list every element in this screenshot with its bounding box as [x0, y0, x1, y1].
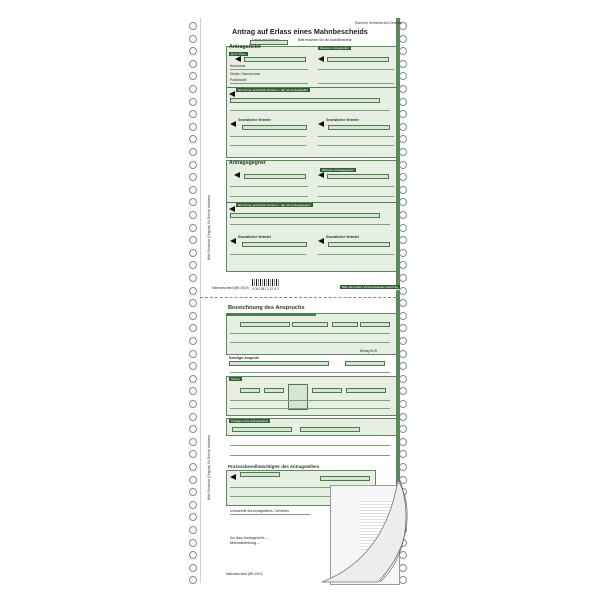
arrow-icon	[230, 238, 236, 244]
field-line	[318, 254, 394, 255]
feed-hole	[399, 400, 407, 408]
feed-hole	[189, 539, 197, 547]
vertreter-field[interactable]	[242, 125, 307, 130]
field-line	[230, 408, 390, 409]
antragsteller-plz-label: Postleitzahl	[230, 78, 247, 82]
field-line	[230, 455, 390, 456]
antragsgegner-title: Antragsgegner	[229, 160, 266, 166]
feed-hole	[189, 60, 197, 68]
vertreter-title: Gesetzlicher Vertreter	[238, 118, 271, 122]
zinsen-field-4[interactable]	[312, 388, 342, 393]
feed-hole	[399, 274, 407, 282]
feed-hole	[399, 337, 407, 345]
feed-hole	[399, 35, 407, 43]
feed-hole	[399, 186, 407, 194]
feed-hole	[399, 161, 407, 169]
feed-hole	[399, 324, 407, 332]
field-line	[230, 342, 390, 343]
anspruch-field-1[interactable]	[240, 322, 290, 327]
side-text-upper: Bitte Rückseite (Original) für Gericht bestimmt	[207, 195, 211, 260]
firma-field[interactable]	[230, 98, 380, 103]
feed-hole	[189, 186, 197, 194]
sonstiger-field[interactable]	[229, 361, 329, 366]
vertreter2-field[interactable]	[328, 125, 390, 130]
feed-hole	[399, 312, 407, 320]
gegner-vertreter2-title: Gesetzlicher Vertreter	[326, 235, 359, 239]
field-line	[230, 186, 308, 187]
feed-hole	[399, 387, 407, 395]
unterschrift-label: Unterschrift des Antragstellers / Vertreters	[230, 509, 289, 513]
anspruch-field-2[interactable]	[292, 322, 328, 327]
feed-hole	[189, 198, 197, 206]
feed-hole	[399, 249, 407, 257]
field-line	[318, 136, 394, 137]
field-line	[230, 400, 390, 401]
feed-hole	[189, 274, 197, 282]
feed-hole	[189, 236, 197, 244]
gegner-firma-field[interactable]	[230, 213, 380, 218]
feed-hole	[399, 287, 407, 295]
signature-line	[230, 514, 310, 515]
feed-hole	[189, 110, 197, 118]
firma-tag: Nur Firma, juristische Person u. dgl. als Antragsteller	[238, 88, 308, 92]
anspruch-field-4[interactable]	[360, 322, 390, 327]
auslagen-field-2[interactable]	[300, 427, 360, 432]
feed-hole	[189, 463, 197, 471]
feed-hole	[189, 513, 197, 521]
field-line	[318, 196, 394, 197]
field-line	[230, 224, 390, 225]
feed-hole	[399, 211, 407, 219]
feed-hole	[189, 148, 197, 156]
feed-hole	[189, 425, 197, 433]
auslagen-field[interactable]	[232, 427, 292, 432]
field-line	[318, 83, 394, 84]
feed-hole	[399, 98, 407, 106]
zinsen-field-1[interactable]	[240, 388, 260, 393]
bitte-beachten-tag: Bitte die beiden Vordrucksseiten beachten	[342, 285, 399, 289]
arrow-icon	[234, 172, 240, 178]
feed-hole	[189, 551, 197, 559]
feed-hole	[189, 72, 197, 80]
feed-hole	[189, 312, 197, 320]
auslagen-tag: Auslagen des Antragstellers	[231, 419, 269, 423]
anspruch-header-bar	[226, 313, 316, 316]
feed-hole	[189, 362, 197, 370]
feed-hole	[189, 501, 197, 509]
feed-hole	[189, 564, 197, 572]
field-line	[230, 83, 308, 84]
feed-hole	[189, 173, 197, 181]
prozess-title: Prozessbevollmächtigter des Antragstellers	[228, 464, 320, 469]
curl-shape	[318, 478, 418, 586]
feed-hole	[189, 576, 197, 584]
form-title: Antrag auf Erlass eines Mahnbescheids	[232, 27, 368, 36]
gegner-firma-tag: Nur Firma, juristische Person u. dgl. als Antragsgegner	[238, 203, 311, 207]
perforation-line	[200, 297, 396, 298]
weitere-antragsgegner-tag: Weiterer Antragsgegner	[322, 168, 354, 172]
feed-hole	[189, 135, 197, 143]
field-line	[230, 145, 306, 146]
feed-hole	[189, 123, 197, 131]
feed-hole	[189, 98, 197, 106]
field-line	[230, 333, 390, 334]
field-line	[230, 196, 308, 197]
feed-hole	[399, 350, 407, 358]
feed-hole	[399, 123, 407, 131]
antragsteller-tag: Herr / Frau	[231, 52, 246, 56]
header-subtitle: Bitte beachten Sie die Ausfüllhinweise	[298, 38, 352, 42]
prozess-field-1[interactable]	[240, 472, 280, 477]
arrow-icon	[235, 56, 241, 62]
feed-hole	[189, 526, 197, 534]
feed-hole	[189, 488, 197, 496]
zinsen-panel	[226, 376, 397, 416]
feed-hole	[399, 198, 407, 206]
antragsteller-title: Antragsteller	[229, 44, 261, 50]
antragsteller-name-field[interactable]	[244, 57, 306, 62]
feed-hole	[189, 299, 197, 307]
field-line	[230, 69, 308, 70]
field-line	[230, 372, 390, 373]
field-line	[318, 69, 394, 70]
feed-hole	[399, 299, 407, 307]
anspruch-field-3[interactable]	[332, 322, 358, 327]
feed-hole	[399, 450, 407, 458]
arrow-icon	[229, 91, 235, 97]
field-line	[230, 254, 306, 255]
betrag-label: Betrag EUR	[360, 349, 378, 353]
feed-hole	[399, 72, 407, 80]
anspruch-title: Bezeichnung des Anspruchs	[228, 305, 305, 311]
zinsen-field-3[interactable]	[288, 384, 308, 410]
antragsgegner-name-field[interactable]	[244, 174, 306, 179]
feed-hole	[189, 211, 197, 219]
weitere-antragsteller-field[interactable]	[327, 57, 389, 62]
field-line	[230, 445, 390, 446]
vertreter2-title: Gesetzlicher Vertreter	[326, 118, 359, 122]
zinsen-field-2[interactable]	[264, 388, 284, 393]
feed-hole	[189, 438, 197, 446]
feed-hole	[189, 387, 197, 395]
feed-hole	[189, 224, 197, 232]
field-line	[230, 110, 390, 111]
zinsen-tag: Zinsen	[231, 377, 241, 381]
field-line	[318, 186, 394, 187]
arrow-icon	[318, 121, 324, 127]
feed-hole	[189, 249, 197, 257]
feed-hole	[189, 324, 197, 332]
feed-hole	[189, 287, 197, 295]
feed-hole	[399, 362, 407, 370]
feed-hole	[189, 22, 197, 30]
feed-hole	[399, 438, 407, 446]
arrow-icon	[318, 238, 324, 244]
feed-hole	[399, 375, 407, 383]
feed-hole	[189, 350, 197, 358]
barcode	[252, 279, 280, 286]
barcode-number: 4 004 667 0 12 9 3	[252, 287, 279, 291]
feed-hole	[399, 413, 407, 421]
feed-hole	[189, 413, 197, 421]
side-text-lower: Bitte Rückseite (Original) für Gericht bestimmt	[207, 435, 211, 500]
arrow-icon	[229, 206, 235, 212]
arrow-icon	[318, 172, 324, 178]
feed-hole	[399, 148, 407, 156]
gegner-vertreter-field[interactable]	[242, 242, 307, 247]
feed-hole	[399, 110, 407, 118]
antragsteller-strasse-label: Straße, Hausnummer	[230, 72, 261, 76]
feed-hole	[189, 450, 197, 458]
gegner-vertreter2-field[interactable]	[328, 242, 390, 247]
antragsteller-nachname-label: Nachname	[230, 64, 246, 68]
arrow-icon	[230, 474, 236, 480]
arrow-icon	[318, 56, 324, 62]
footer-upper: Mahnbescheid (MB 2019)	[212, 286, 249, 290]
footer-lower: Mahnbescheid (MB 2019)	[226, 572, 263, 576]
sonstiger-betrag[interactable]	[345, 361, 385, 366]
header-top-right: Raum für Vermerke des Gerichts	[355, 21, 402, 25]
feed-hole	[399, 425, 407, 433]
feed-hole	[399, 261, 407, 269]
feed-hole	[189, 261, 197, 269]
feed-hole	[399, 463, 407, 471]
feed-hole	[399, 224, 407, 232]
feed-hole	[399, 85, 407, 93]
feed-hole	[399, 47, 407, 55]
feed-hole	[189, 161, 197, 169]
weitere-antragsteller-tag: Weiterer Antragsteller	[320, 46, 349, 50]
feed-hole	[189, 47, 197, 55]
feed-hole	[399, 236, 407, 244]
field-line	[318, 145, 394, 146]
feed-hole	[189, 476, 197, 484]
feed-hole	[189, 400, 197, 408]
sonstiger-title: Sonstiger Anspruch	[229, 356, 260, 360]
zinsen-field-5[interactable]	[346, 388, 386, 393]
feed-hole	[399, 173, 407, 181]
feed-hole	[189, 35, 197, 43]
feed-hole	[399, 60, 407, 68]
feed-hole	[189, 375, 197, 383]
gegner-vertreter-title: Gesetzlicher Vertreter	[238, 235, 271, 239]
feed-hole	[399, 135, 407, 143]
weitere-antragsgegner-field[interactable]	[327, 174, 389, 179]
feed-hole	[189, 85, 197, 93]
field-line	[230, 136, 306, 137]
feed-hole	[189, 337, 197, 345]
mahngericht-address: An das Amtsgericht – Mahnabteilung –	[230, 535, 268, 545]
arrow-icon	[230, 121, 236, 127]
